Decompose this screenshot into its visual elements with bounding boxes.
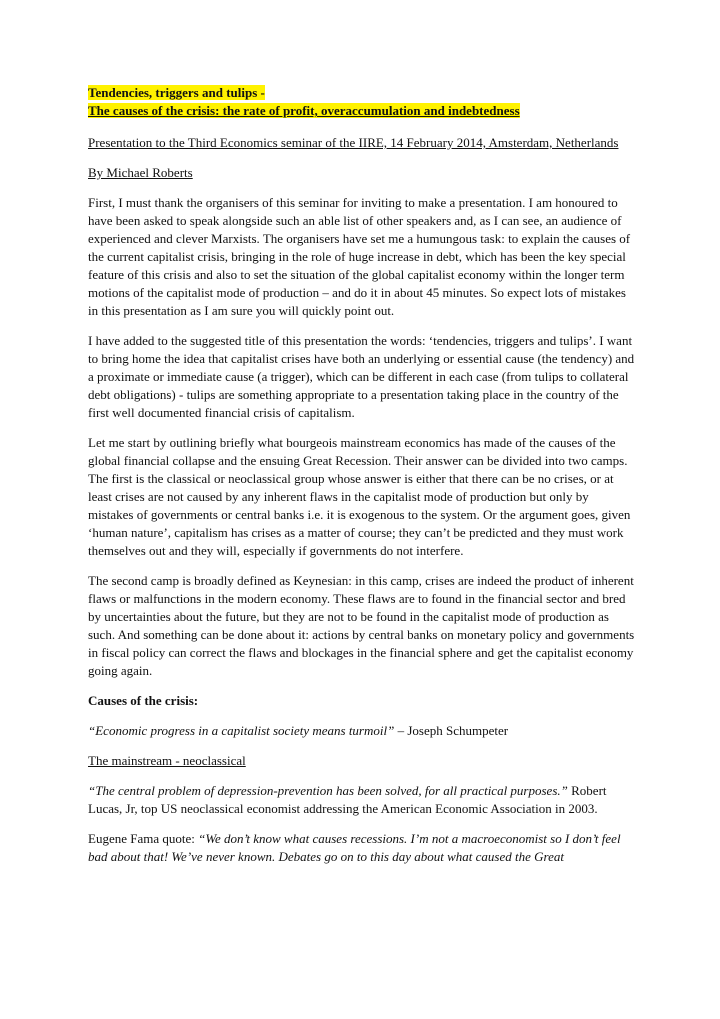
paragraph-1: First, I must thank the organisers of this seminar for inviting to make a presentation. I am honoured to have been asked to speak alongside such an able list of other speakers and, as I can see, an audience of experienced and clever Marxists. The organisers have set me a humungous task: to explain the causes of the current capitalist crisis, bringing in the role of huge increase in debt, which has been the key special feature of this crisis and also to set the situation of the global capitalist economy within the longer term motions of the capitalist mode of production – and do it in about 45 minutes. So expect lots of mistakes in this presentation as I am sure you will quickly point out. [88,195,631,318]
document-page [88,84,636,878]
quote-schumpeter-text: “Economic progress in a capitalist society means turmoil” [88,723,395,738]
quote-lucas-text: “The central problem of depression-prevention has been solved, for all practical purposes.” [88,783,568,798]
title-dash: - [257,85,265,100]
paragraph-2: I have added to the suggested title of this presentation the words: ‘tendencies, triggers and tulips’. I want to bring home the idea that capitalist crises have both an underlying or essential cause (the tendency) and a proximate or immediate cause (a trigger), which can be different in each case (from tulips to collateral debt obligations) - tulips are something appropriate to a presentation taking place in the country of the first well documented financial crisis of capitalism. [88,333,635,420]
quote-lucas-attribution: Robert Lucas, Jr, top US neoclassical economist addressing the American Economic Association in 2003. [88,783,607,816]
quote-fama [88,830,636,866]
quote-schumpeter-attribution: – Joseph Schumpeter [394,723,509,738]
quote-fama-text: “We don’t know what causes recessions. I’m not a macroeconomist so I don’t feel bad about that! We’ve never known. Debates go on to this day about what caused the Great [88,831,621,864]
title-line-1 [88,85,265,100]
author-line: By Michael Roberts [88,165,193,180]
paragraph-3: Let me start by outlining briefly what bourgeois mainstream economics has made of the causes of the global financial collapse and the ensuing Great Recession. Their answer can be divided into two camps. The first is the classical or neoclassical group whose answer is either that there can be no crises, or at least crises are not caused by any inherent flaws in the capitalist mode of production but only by mistakes of governments or central banks i.e. it is exogenous to the system. Or the argument goes, given ‘human nature’, capitalism has crises as a matter of course; they can’t be predicted and they must work themselves out and they will, especially if governments do not interfere. [88,435,631,558]
quote-lucas [88,782,636,818]
title-line-1-text: Tendencies, triggers and tulips [88,85,258,100]
title-line-2: The causes of the crisis: the rate of profit, overaccumulation and indebtedness [88,103,520,118]
subheading-mainstream: The mainstream - neoclassical [88,753,246,768]
section-heading: Causes of the crisis: [88,693,199,708]
paragraph-4: The second camp is broadly defined as Keynesian: in this camp, crises are indeed the product of inherent flaws or malfunctions in the modern economy. These flaws are to found in the financial sector and bred by uncertainties about the future, but they are not to be found in the capitalist mode of production as such. And something can be done about it: actions by central banks on monetary policy and governments in fiscal policy can correct the flaws and blockages in the financial sphere and get the capitalist economy going again. [88,573,635,678]
quote-fama-lead: Eugene Fama quote: [88,831,199,846]
document-title [88,84,636,120]
presentation-line: Presentation to the Third Economics seminar of the IIRE, 14 February 2014, Amsterdam, Netherlands [88,135,619,150]
quote-schumpeter [88,722,636,740]
